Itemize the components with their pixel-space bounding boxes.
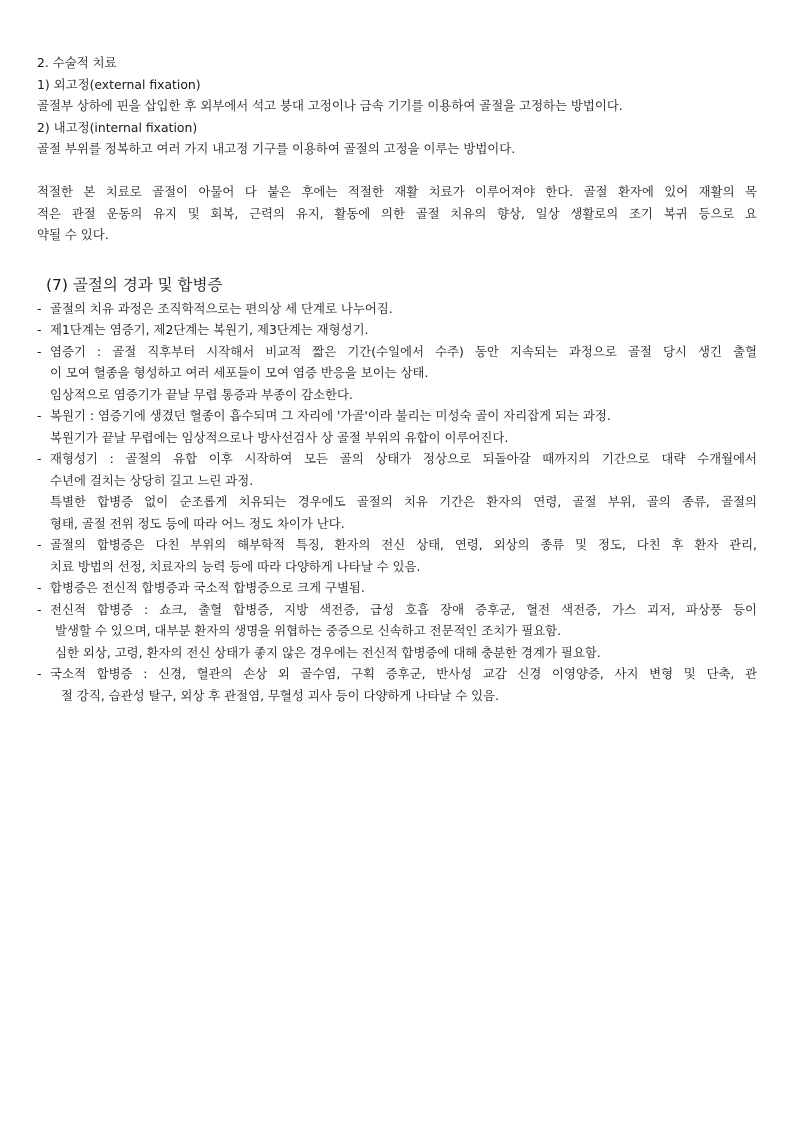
- list-item-text: 치료 방법의 선정, 치료자의 능력 등에 따라 다양하게 나타날 수 있음.: [50, 558, 421, 574]
- list-item: [37, 341, 757, 363]
- list-item-text: 이 모여 혈종을 형성하고 여러 세포들이 모여 염증 반응을 보이는 상태.: [50, 365, 429, 380]
- list-item-text: 국소적 합병증 : 신경, 혈관의 손상 외 골수염, 구획 증후군, 반사성 교감 신경 이영양증, 사지 변형 및 단축, 관: [50, 666, 757, 681]
- list-item-text: 염증기 : 골절 직후부터 시작해서 비교적 짧은 기간(수일에서 수주) 동안 지속되는 과정으로 골절 당시 생긴 출혈: [50, 343, 757, 359]
- internal-fixation-title: 2) 내고정(internal fixation): [37, 119, 198, 135]
- list-item-text: 발생할 수 있으며, 대부분 환자의 생명을 위협하는 중증으로 신속하고 전문적인 조치가 필요함.: [55, 623, 562, 638]
- list-item: [37, 534, 757, 556]
- list-item: [37, 448, 757, 470]
- surgical-heading: 2. 수술적 치료: [37, 55, 117, 70]
- list-item-text: 복원기 : 염증기에 생겼던 혈종이 흡수되며 그 자리에 '가골'이라 불리는 미성숙 골이 자리잡게 되는 과정.: [50, 408, 611, 423]
- bullet-dash: -: [37, 537, 42, 552]
- list-item-text: 재형성기 : 골절의 유합 이후 시작하여 모든 골의 상태가 정상으로 되돌아갈 때까지의 기간으로 대략 수개월에서: [50, 451, 757, 466]
- bullet-dash: -: [37, 300, 42, 316]
- bullet-dash: -: [37, 322, 42, 337]
- list-item-text: 전신적 합병증 : 쇼크, 출혈 합병증, 지방 색전증, 급성 호흡 장애 증후군, 혈전 색전증, 가스 괴저, 파상풍 등이: [50, 601, 757, 617]
- list-item-text: 절 강직, 습관성 탈구, 외상 후 관절염, 무혈성 괴사 등이 다양하게 나타날 수 있음.: [61, 687, 500, 703]
- external-fixation-desc: 골절부 상하에 핀을 삽입한 후 외부에서 석고 붕대 고정이나 금속 기기를 이용하여 골절을 고정하는 방법이다.: [37, 98, 623, 113]
- section-title: (7) 골절의 경과 및 합병증: [46, 275, 223, 294]
- list-item: [37, 319, 757, 341]
- bullet-dash: -: [37, 408, 42, 423]
- list-item-text: 임상적으로 염증기가 끝날 무렵 통증과 부종이 감소한다.: [50, 386, 353, 402]
- spacer: [37, 246, 757, 274]
- list-item-text: 수년에 걸치는 상당히 길고 느린 과정.: [50, 472, 254, 488]
- list-item-text: 골절의 합병증은 다친 부위의 해부학적 특징, 환자의 전신 상태, 연령, 외상의 종류 및 정도, 다친 후 환자 관리,: [50, 537, 757, 552]
- list-item: [37, 405, 757, 427]
- rehab-paragraph-line: 약될 수 있다.: [37, 227, 109, 242]
- list-item-text: 합병증은 전신적 합병증과 국소적 합병증으로 크게 구별됨.: [50, 580, 365, 595]
- list-item-text: 제1단계는 염증기, 제2단계는 복원기, 제3단계는 재형성기.: [50, 322, 369, 337]
- list-item-text: 특별한 합병증 없이 순조롭게 치유되는 경우에도 골절의 치유 기간은 환자의 연령, 골절 부위, 골의 종류, 골절의: [50, 494, 757, 509]
- bullet-dash: -: [37, 666, 42, 681]
- bullet-dash: -: [37, 601, 42, 617]
- document-content: [37, 52, 757, 706]
- list-item-text: 형태, 골절 전위 정도 등에 따라 어느 정도 차이가 난다.: [50, 515, 345, 531]
- internal-fixation-desc: 골절 부위를 정복하고 여러 가지 내고정 기구를 이용하여 골절의 고정을 이루는 방법이다.: [37, 141, 516, 156]
- bullet-dash: -: [37, 580, 42, 595]
- list-item: [37, 577, 757, 599]
- list-item-text: 골절의 치유 과정은 조직학적으로는 편의상 세 단계로 나누어짐.: [50, 300, 393, 316]
- bullet-dash: -: [37, 451, 42, 466]
- list-item: [37, 599, 757, 621]
- list-item-text: 복원기가 끝날 무렵에는 임상적으로나 방사선검사 상 골절 부위의 유합이 이루어진다.: [50, 429, 509, 445]
- list-item: [37, 663, 757, 685]
- rehab-paragraph-line: 적절한 본 치료로 골절이 아물어 다 붙은 후에는 적절한 재활 치료가 이루어져야 한다. 골절 환자에 있어 재활의 목: [37, 184, 757, 199]
- list-item-text: 심한 외상, 고령, 환자의 전신 상태가 좋지 않은 경우에는 전신적 합병증에 대해 충분한 경계가 필요함.: [55, 644, 601, 660]
- external-fixation-title: 1) 외고정(external fixation): [37, 76, 201, 92]
- list-item: [37, 298, 757, 320]
- rehab-paragraph-line: 적은 관절 운동의 유지 및 회복, 근력의 유지, 활동에 의한 골절 치유의 향상, 일상 생활로의 조기 복귀 등으로 요: [37, 205, 757, 221]
- bullet-dash: -: [37, 343, 42, 359]
- spacer: [37, 160, 757, 182]
